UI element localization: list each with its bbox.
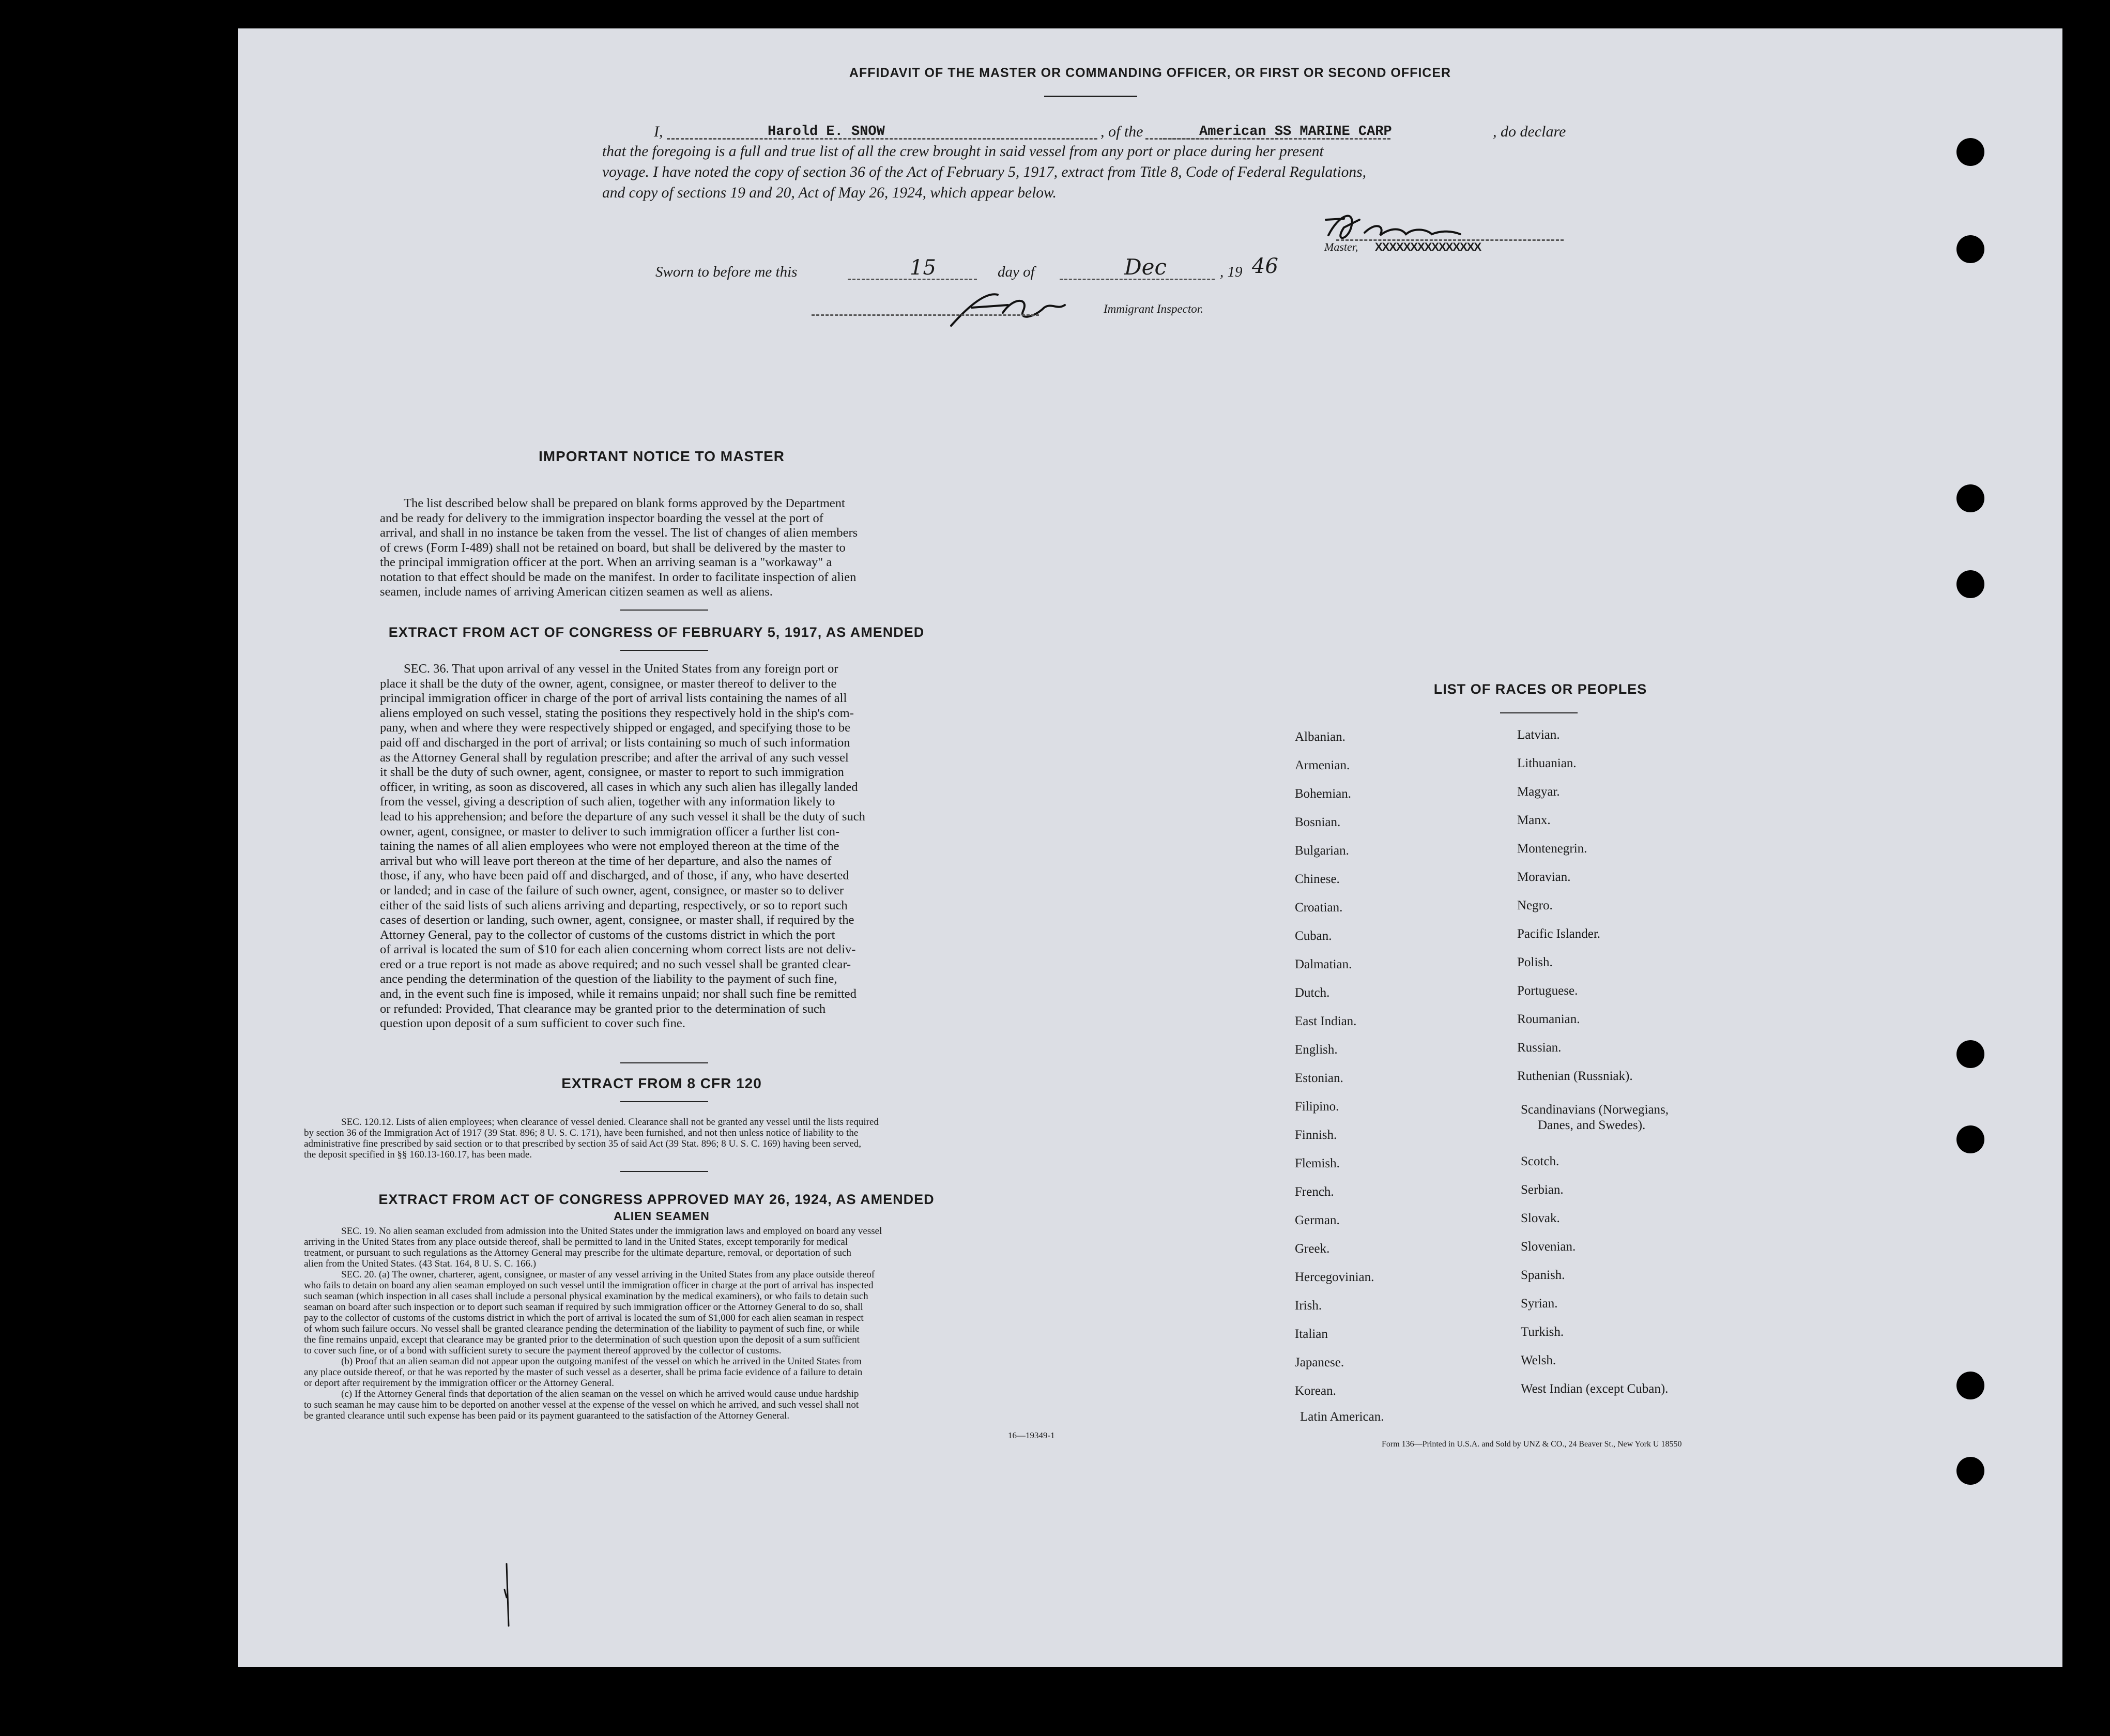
- sec36-line: either of the said lists of such aliens arriving and departing, respectively, or so to report such: [380, 898, 848, 912]
- cfr-line: administrative fine prescribed by said section or to that prescribed by section 35 of said Act (39 Stat. 896; 8 U. S. C. 169) having been served,: [304, 1138, 862, 1149]
- sec36-line: it shall be the duty of such owner, agent, consignee, or master to report to such immigration: [380, 765, 844, 780]
- pencil-mark: [496, 1559, 517, 1636]
- race-item: Irish.: [1295, 1299, 1322, 1313]
- notice-line: and be ready for delivery to the immigration inspector boarding the vessel at the port of: [380, 511, 823, 525]
- extract-1917-end-rule: [620, 1062, 708, 1063]
- race-item: Slovenian.: [1521, 1240, 1576, 1254]
- sec36-line: or refunded: Provided, That clearance may be granted prior to the determination of such: [380, 1001, 826, 1016]
- binder-hole: [1956, 484, 1984, 512]
- affidavit-line: voyage. I have noted the copy of section 36 of the Act of February 5, 1917, extract from Title 8, Code of Federal Regulations,: [602, 164, 1366, 180]
- sec19-line: treatment, or pursuant to such regulations as the Attorney General may prescribe for the ultimate departure, removal, or deportation of such: [304, 1247, 851, 1258]
- master-label: Master,: [1324, 240, 1358, 253]
- sec20c-line: (c) If the Attorney General finds that deportation of the alien seaman on the vessel on which he arrived would cause undue hardship: [341, 1389, 859, 1399]
- sec36-line: from the vessel, giving a description of such alien, together with any information likely to: [380, 795, 835, 809]
- sec36-line: SEC. 36. That upon arrival of any vessel in the United States from any foreign port or: [404, 662, 838, 676]
- affidavit-body: [602, 141, 1366, 203]
- cfr-line: the deposit specified in §§ 160.13-160.17, has been made.: [304, 1149, 532, 1160]
- sec36-line: or landed; and in case of the failure of such owner, agent, consignee, or master so to deliver: [380, 883, 844, 897]
- extract-1924-subtitle: ALIEN SEAMEN: [614, 1209, 710, 1223]
- sec36-line: ered or a true report is not made as above required; and no such vessel shall be granted clear-: [380, 957, 851, 971]
- cfr-body: [304, 1117, 879, 1160]
- race-item: Roumanian.: [1517, 1012, 1580, 1026]
- notice-title: IMPORTANT NOTICE TO MASTER: [538, 448, 785, 464]
- race-item: Portuguese.: [1517, 984, 1578, 998]
- binder-hole: [1956, 1040, 1984, 1068]
- race-item: Greek.: [1295, 1242, 1330, 1256]
- race-item: Moravian.: [1517, 870, 1571, 884]
- cfr-rule: [620, 1101, 708, 1102]
- sec36-line: as the Attorney General shall by regulation prescribe; and after the arrival of any such vessel: [380, 750, 849, 765]
- title-rule: [1044, 96, 1137, 97]
- race-item: West Indian (except Cuban).: [1521, 1382, 1669, 1396]
- vessel-name: American SS MARINE CARP: [1199, 124, 1392, 140]
- race-item: Turkish.: [1521, 1325, 1564, 1339]
- race-item: German.: [1295, 1213, 1340, 1227]
- race-item: Flemish.: [1295, 1156, 1340, 1170]
- sec20-line: who fails to detain on board any alien seaman employed on such vessel until the immigration officer in charge at the port of arrival has inspected: [304, 1280, 874, 1291]
- race-item: Welsh.: [1521, 1353, 1556, 1367]
- race-item: Serbian.: [1521, 1183, 1564, 1197]
- year-suffix: 46: [1252, 254, 1278, 278]
- race-item: Finnish.: [1295, 1128, 1337, 1142]
- race-item: Dutch.: [1295, 986, 1330, 1000]
- race-item: Syrian.: [1521, 1297, 1558, 1311]
- sec36-line: officer, in writing, as soon as discovered, all cases in which any such alien has illegally landed: [380, 780, 858, 794]
- race-item: Magyar.: [1517, 785, 1560, 799]
- sec20-line: seaman on board after such inspection or to deport such seaman if required by such immigration officer or the Attorney General to do so, shall: [304, 1302, 863, 1313]
- sec19-line: SEC. 19. No alien seaman excluded from admission into the United States under the immigration laws and employed on board any vessel: [341, 1226, 882, 1237]
- notice-line: seamen, include names of arriving American citizen seamen as well as aliens.: [380, 585, 773, 599]
- sec20b-line: (b) Proof that an alien seaman did not appear upon the outgoing manifest of the vessel on which he arrived in the United States from: [341, 1356, 862, 1367]
- extract-1924-title: EXTRACT FROM ACT OF CONGRESS APPROVED MAY 26, 1924, AS AMENDED: [378, 1192, 935, 1207]
- sec36-line: paid off and discharged in the port of arrival; or lists containing so much of such information: [380, 735, 850, 750]
- race-item: Bulgarian.: [1295, 844, 1349, 858]
- notice-line: notation to that effect should be made on the manifest. In order to facilitate inspection of alien: [380, 570, 857, 584]
- race-item: Lithuanian.: [1517, 756, 1577, 770]
- sec20-line: of whom such failure occurs. No vessel shall be granted clearance pending the determination of the liability to payment of such fine, or while: [304, 1323, 860, 1334]
- cfr-end-rule: [620, 1171, 708, 1172]
- race-item: Bohemian.: [1295, 787, 1352, 801]
- sec36-line: lead to his apprehension; and before the departure of any such vessel it shall be the duty of such: [380, 809, 865, 824]
- sec20-line: pay to the collector of customs of the customs district in which the port of arrival is located the sum of $1,000 for each alien seaman in respect: [304, 1313, 864, 1323]
- inspector-signature: [941, 282, 1085, 333]
- race-item: Manx.: [1517, 813, 1551, 827]
- race-item: Russian.: [1517, 1041, 1562, 1055]
- sec36-line: place it shall be the duty of the owner, agent, consignee, or master thereof to deliver to the: [380, 676, 837, 691]
- race-item: Scandinavians (Norwegians,: [1521, 1103, 1669, 1117]
- race-item: Slovak.: [1521, 1211, 1560, 1225]
- binder-hole: [1956, 1125, 1984, 1153]
- sec20b-line: or deport after requirement by the immigration officer or the Attorney General.: [304, 1378, 615, 1389]
- declarant-label: I,: [654, 123, 663, 140]
- sec36-line: aliens employed on such vessel, stating the positions they respectively hold in the ship's com-: [380, 706, 854, 720]
- sec20-line: the fine remains unpaid, except that clearance may be granted prior to the determination of such question upon the deposit of a sum sufficient: [304, 1334, 860, 1345]
- sec36-line: cases of desertion or landing, such owner, agent, consignee, or master shall, if required by the: [380, 913, 854, 927]
- race-item: Spanish.: [1521, 1268, 1565, 1282]
- race-item: Ruthenian (Russniak).: [1517, 1069, 1633, 1083]
- race-item: Albanian.: [1295, 730, 1345, 744]
- race-item: Montenegrin.: [1517, 842, 1587, 856]
- sec36-line: of arrival is located the sum of $10 for each alien concerning whom correct lists are not deliv-: [380, 942, 856, 957]
- sec19-line: arriving in the United States from any place outside thereof, shall be permitted to land in the United States, except temporarily for medical: [304, 1237, 848, 1247]
- race-item: Pacific Islander.: [1517, 927, 1601, 941]
- sec36-line: question upon deposit of a sum sufficient to cover such fine.: [380, 1016, 685, 1031]
- sec20-line: to cover such fine, or of a bond with sufficient surety to secure the payment thereof approved by the collector of customs.: [304, 1345, 782, 1356]
- binder-hole: [1956, 570, 1984, 598]
- sec36-line: and, in the event such fine is imposed, while it remains unpaid; nor shall such fine be remitted: [380, 987, 857, 1001]
- race-item: Filipino.: [1295, 1100, 1339, 1114]
- sec20c-line: to such seaman he may cause him to be deported on another vessel at the expense of the vessel on which he arrived, and such vessel shall not: [304, 1399, 859, 1410]
- race-item: Negro.: [1517, 899, 1553, 912]
- sec36-line: those, if any, who have been paid off and discharged, and of those, if any, who have deserted: [380, 869, 849, 883]
- inspector-label: Immigrant Inspector.: [1104, 302, 1203, 315]
- of-the-label: , of the: [1098, 123, 1145, 141]
- sec36-line: principal immigration officer in charge of the port of arrival lists containing the names of all: [380, 691, 847, 706]
- races-title: LIST OF RACES OR PEOPLES: [1433, 681, 1647, 697]
- vessel-blank: [1163, 138, 1390, 140]
- race-item: Armenian.: [1295, 758, 1350, 772]
- race-item: Italian: [1295, 1327, 1328, 1341]
- extract-1917-title: EXTRACT FROM ACT OF CONGRESS OF FEBRUARY 5, 1917, AS AMENDED: [388, 625, 925, 640]
- race-item: Latvian.: [1517, 728, 1560, 742]
- binder-hole: [1956, 138, 1984, 166]
- struck-title: XXXXXXXXXXXXXXX: [1375, 240, 1481, 253]
- document-page: [238, 28, 2062, 1667]
- sec36-line: Attorney General, pay to the collector of customs of the customs district in which the port: [380, 927, 835, 942]
- sec20-line: SEC. 20. (a) The owner, charterer, agent, consignee, or master of any vessel arriving in the United States from any place outside thereof: [341, 1269, 875, 1280]
- affidavit-title: AFFIDAVIT OF THE MASTER OR COMMANDING OFFICER, OR FIRST OR SECOND OFFICER: [849, 66, 1451, 80]
- binder-hole: [1956, 1457, 1984, 1485]
- master-name: Harold E. SNOW: [768, 124, 885, 140]
- race-item: Cuban.: [1295, 929, 1332, 943]
- race-item: Korean.: [1295, 1384, 1336, 1398]
- binder-hole: [1956, 1372, 1984, 1399]
- affidavit-line: that the foregoing is a full and true list of all the crew brought in said vessel from any port or place during her present: [602, 143, 1324, 160]
- affidavit-line: and copy of sections 19 and 20, Act of May 26, 1924, which appear below.: [602, 185, 1057, 201]
- sec20c-line: be granted clearance until such expense has been paid or its payment guaranteed to the satisfaction of the Attorney General.: [304, 1410, 790, 1421]
- form-code: 16—19349-1: [1008, 1430, 1055, 1440]
- sec36-line: arrival but who will leave port thereon at the time of her departure, and also the names of: [380, 854, 832, 868]
- sec36-line: pany, when and where they were respectively shipped or engaged, and specifying those to be: [380, 721, 851, 735]
- race-item: Estonian.: [1295, 1071, 1343, 1085]
- race-item: French.: [1295, 1185, 1334, 1199]
- race-item: Scotch.: [1521, 1154, 1559, 1168]
- notice-line: The list described below shall be prepared on blank forms approved by the Department: [404, 496, 845, 510]
- races-rule: [1500, 712, 1578, 713]
- binder-hole: [1956, 235, 1984, 263]
- race-item: Latin American.: [1300, 1410, 1384, 1424]
- notice-line: arrival, and shall in no instance be taken from the vessel. The list of changes of alien members: [380, 526, 858, 540]
- notice-line: the principal immigration officer at the port. When an arriving seaman is a "workaway" a: [380, 555, 832, 569]
- sec36-line: ance pending the determination of the question of the liability to the payment of such fine,: [380, 972, 837, 986]
- sec20-line: such seaman (which inspection in all cases shall include a personal physical examination by the medical examiners), or who fails to detain such: [304, 1291, 868, 1302]
- extract-1917-body: [380, 662, 865, 1031]
- printer-footer: Form 136—Printed in U.S.A. and Sold by UNZ & CO., 24 Beaver St., New York U 18550: [1382, 1440, 1682, 1449]
- race-item: Croatian.: [1295, 901, 1343, 915]
- race-item: East Indian.: [1295, 1014, 1357, 1028]
- inspector-line: [812, 314, 1039, 316]
- race-item: Chinese.: [1295, 872, 1340, 886]
- cfr-line: SEC. 120.12. Lists of alien employees; when clearance of vessel denied. Clearance shall not be granted any vessel until the lists required: [341, 1117, 879, 1128]
- year-prefix: , 19: [1220, 264, 1243, 280]
- sec36-line: taining the names of all alien employees who were not employed thereon at the time of the: [380, 839, 839, 854]
- do-declare-label: , do declare: [1493, 123, 1566, 140]
- notice-rule: [620, 610, 708, 611]
- sec36-line: owner, agent, consignee, or master to deliver to such immigration officer a further list con-: [380, 824, 840, 839]
- cfr-title: EXTRACT FROM 8 CFR 120: [561, 1075, 762, 1091]
- race-item: English.: [1295, 1043, 1338, 1057]
- notice-line: of crews (Form I-489) shall not be retained on board, but shall be delivered by the master to: [380, 540, 846, 555]
- day-of-label: day of: [998, 264, 1035, 280]
- sworn-label: Sworn to before me this: [655, 264, 798, 280]
- race-item: Polish.: [1517, 955, 1553, 969]
- race-item: Dalmatian.: [1295, 957, 1352, 971]
- sec19-line: alien from the United States. (43 Stat. 164, 8 U. S. C. 166.): [304, 1258, 537, 1269]
- extract-1924-body: [304, 1226, 882, 1421]
- notice-body: [380, 496, 858, 600]
- sworn-month: Dec: [1124, 254, 1167, 280]
- race-item: Japanese.: [1295, 1356, 1344, 1369]
- race-item: Hercegovinian.: [1295, 1270, 1374, 1284]
- cfr-line: by section 36 of the Immigration Act of 1917 (39 Stat. 896; 8 U. S. C. 171), have been furnished, and not then unless notice of liability to the: [304, 1128, 859, 1138]
- extract-1917-rule: [620, 650, 708, 651]
- sec20b-line: any place outside thereof, or that he was reported by the master of such vessel as a deserter, shall be prima facie evidence of a failure to detain: [304, 1367, 863, 1378]
- sworn-day: 15: [910, 256, 936, 280]
- race-item: Danes, and Swedes).: [1538, 1118, 1646, 1132]
- race-item: Bosnian.: [1295, 815, 1341, 829]
